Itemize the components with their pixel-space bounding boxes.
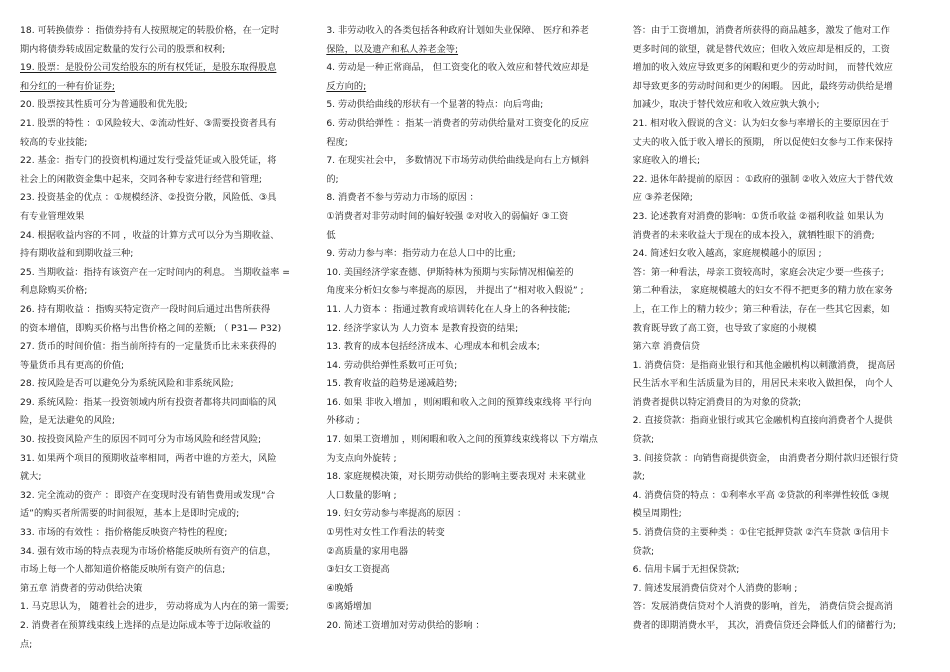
text-line: 1. 马克思认为， 随着社会的进步， 劳动将成为人内在的第一需要; [20,601,289,613]
text-line: 应 ③养老保障; [632,192,693,204]
column-right [633,22,932,672]
text-line: ②高质量的家用电器 [326,545,409,557]
text-line: 24. 根据收益内容的不同 ，收益的计算方式可以分为当期收益、 [20,229,280,241]
text-line: 1. 消费信贷：是指商业银行和其他金融机构以刺激消费， 提高居 [632,359,896,371]
text-line: 模呈周期性; [632,508,682,520]
text-line: 角度来分析妇女参与率提高的原因， 并提出了“相对收入假说” ; [326,285,584,297]
text-line: 家庭收入的增长; [632,155,701,167]
text-line: 3. 非劳动收入的各类包括各种政府计划如失业保障、 医疗和养老 [326,25,589,36]
text-line: 消费者提供以特定消费目的为对象的贷款; [632,396,802,408]
text-line: 贷款; [632,434,655,446]
text-line: 教育既导致了高工资，也导致了家庭的小规模 [632,322,817,334]
column-middle [326,22,625,672]
text-line: 低 [326,229,336,241]
text-line: 6. 信用卡属于无担保贷款; [632,564,740,576]
text-line: 就大; [20,471,42,483]
column-left [20,22,319,672]
text-line: 增加的收入效应导致更多的闲暇和更少的劳动时间， 而替代效应 [632,62,893,74]
text-line: 第五章 消费者的劳动供给决策 [20,582,143,594]
text-line: 29. 系统风险：指某一投资领域内所有投资者都将共同面临的风 [20,396,277,408]
text-line: ①男性对女性工作看法的转变 [326,527,445,539]
text-line: 23. 论述教育对消费的影响：①货币收益 ②福利收益 如果认为 [632,210,884,222]
text-line: 2. 直接贷款：指商业银行或其它金融机构直接向消费者个人提供 [632,415,893,427]
text-line: 的; [326,173,339,185]
text-line: 26. 持有期收益 ：指购买特定资产一段时间后通过出售所获得 [20,303,271,315]
text-line: 24. 简述妇女收入越高，家庭规模越小的原因 ; [632,248,822,260]
text-line: 28. 按风险是否可以避免分为系统风险和非系统风险; [20,378,234,390]
text-line: 利息除购买价格; [20,285,88,297]
text-line: 的资本增值，即购买价格与出售价格之间的差额; （ P31— P32) [20,322,282,334]
text-line: 30. 按投资风险产生的原因不同可分为市场风险和经营风险; [20,434,262,446]
text-line: 期内将债券转成固定数量的发行公司的股票和权利; [20,43,226,55]
text-line: 7. 简述发展消费信贷对个人消费的影响 ; [632,582,798,594]
text-line: 第六章 消费信贷 [632,341,700,353]
text-line: 31. 如果两个项目的预期收益率相同，两者中谁的方差大，风险 [20,452,277,464]
text-line: 市场上每一个人都知道价格能反映所有资产的信息; [20,564,226,576]
text-line: 第二种看法， 家庭规模越大的妇女不得不把更多的精力放在家务 [632,285,893,297]
text-line: 18. 可转换债券 ：指债券持有人按照规定的转股价格，在一定时 [20,25,280,36]
text-line: 10. 美国经济学家查德、伊斯特林为预期与实际情况相偏差的 [326,266,574,278]
text-line: 19. 妇女劳动参与率提高的原因 ： [326,508,467,520]
text-line: 丈夫的收入低于收入增长的预期， 所以促使妇女参与工作来保持 [632,136,893,148]
text-line: 程度; [326,136,348,148]
text-line: 4. 消费信贷的特点 ：①利率水平高 ②贷款的利率弹性较低 ③规 [632,489,890,501]
text-line: 答：由于工资增加，消费者所获得的商品越多，激发了他对工作 [632,25,890,36]
text-line: 34. 强有效市场的特点表现为市场价格能反映所有资产的信息， [20,545,277,557]
text-line: 3. 间接贷款 ：向销售商提供资金， 由消费者分期付款归还银行贷 [632,452,899,464]
text-line: 33. 市场的有效性 ：指价格能反映资产特性的程度; [20,527,228,539]
text-line: 13. 教育的成本包括经济成本、心理成本和机会成本; [326,341,540,353]
text-line: 32. 完全流动的资产 ：即资产在变现时没有销售费用或发现“合 [20,489,275,501]
text-line: ③妇女工资提高 [326,564,390,576]
text-line: 8. 消费者不参与劳动力市场的原因 ： [326,192,479,204]
text-line: ①消费者对非劳动时间的偏好较强 ②对收入的弱偏好 ③工资 [326,210,569,222]
text-line: 适”的购买者所需要的时间很短，基本上是即时完成的; [20,508,240,520]
text-line: 加减少，取决于替代效应和收入效应孰大孰小; [632,99,820,111]
text-line: 20. 股票按其性质可分为普通股和优先股; [20,99,188,111]
text-line: ④晚婚 [326,582,353,594]
text-line: 费者的即期消费水平， 其次，消费信贷还会降低人们的储蓄行为; [632,620,896,631]
text-line: 5. 消费信贷的主要种类 ：①住宅抵押贷款 ②汽车贷款 ③信用卡 [632,527,890,539]
text-line: 21. 股票的特性 ：①风险较大、②流动性好、③需要投资者具有 [20,117,277,129]
text-line: 20. 简述工资增加对劳动供给的影响 ： [326,620,485,631]
text-line: 4. 劳动是一种正常商品， 但工资变化的收入效应和替代效应却是 [326,62,589,74]
text-line: 9. 劳动力参与率：指劳动力在总人口中的比重; [326,248,516,260]
text-line: 2. 消费者在预算线束线上选择的点是边际成本等于边际收益的 [20,620,271,631]
text-line: 21. 相对收入假说的含义：认为妇女参与率增长的主要原因在于 [632,117,890,129]
text-line: 点; [20,638,33,650]
text-line: 持有期收益和到期收益三种; [20,248,134,260]
text-line: 6. 劳动供给弹性 ：指某一消费者的劳动供给量对工资变化的反应 [326,117,589,129]
text-line: 人口数量的影响 ; [326,489,397,501]
text-line: 贷款; [632,545,655,557]
text-line: 5. 劳动供给曲线的形状有一个显著的特点：向后弯曲; [326,99,544,111]
text-line: 等量货币具有更高的价值; [20,359,125,371]
text-line: 14. 劳动供给弹性系数可正可负; [326,359,458,371]
text-line: 22. 基金：指专门的投资机构通过发行受益凭证或入股凭证，将 [20,155,277,167]
text-line: 19. 股票：是股份公司发给股东的所有权凭证，是股东取得股息 [20,62,277,74]
text-line: 上，在工作上的精力较少；第三种看法，存在一些其它因素，如 [632,303,890,315]
text-line: 反方向的; [326,80,367,92]
text-line: 款; [632,471,645,483]
text-line: 22. 退休年龄提前的原因 ：①政府的强制 ②收入效应大于替代效 [632,173,894,185]
text-line: 消费者的未来收益大于现在的成本投入，就牺牲眼下的消费; [632,229,875,241]
text-line: ⑤离婚增加 [326,601,372,613]
text-line: 25. 当期收益：指持有该资产在一定时间内的利息。 当期收益率 = [20,266,290,278]
text-line: 15. 教育收益的趋势是递减趋势; [326,378,458,390]
text-line: 险，是无法避免的风险; [20,415,115,427]
text-line: 27. 货币的时间价值：指当前所持有的一定量货币比未来获得的 [20,341,277,353]
text-line: 17. 如果工资增加 ，则闲暇和收入之间的预算线束线将以 下方端点 [326,434,598,446]
text-line: 有专业管理效果 [20,210,85,222]
text-line: 答：发展消费信贷对个人消费的影响，首先， 消费信贷会提高消 [632,601,893,613]
text-line: 答：第一种看法，母亲工资较高时，家庭会决定少要一些孩子; [632,266,884,278]
text-line: 更多时间的欲望，就是替代效应；但收入效应却是相反的，工资 [632,43,890,55]
text-line: 7. 在现实社会中， 多数情况下市场劳动供给曲线是向右上方倾斜 [326,155,589,167]
text-line: 18. 家庭规模决策，对长期劳动供给的影响主要表现对 未来就业 [326,471,586,483]
text-line: 23. 投资基金的优点 ：①规模经济、②投资分散，风险低、③具 [20,192,277,204]
text-line: 12. 经济学家认为 人力资本 是教育投资的结果; [326,322,519,334]
text-line: 为支点向外旋转 ; [326,452,397,464]
text-line: 11. 人力资本 ：指通过教育或培训转化在人身上的各种技能; [326,303,571,315]
text-line: 却导致更多的劳动时间和更少的闲暇。 因此，最终劳动供给是增 [632,80,893,92]
text-line: 社会上的闲散资金集中起来，交同各种专家进行经营和管理; [20,173,262,185]
text-line: 16. 如果 非收入增加 ，则闲暇和收入之间的预算线束线将 平行向 [326,396,592,408]
text-line: 和分红的一种有价证券; [20,80,115,92]
text-line: 民生活水平和生活质量为目的，用居民未来收入做担保， 向个人 [632,378,893,390]
text-line: 外移动 ; [326,415,360,427]
text-line: 较高的专业技能; [20,136,88,148]
text-line: 保险，以及遗产和私人养老金等; [326,43,459,55]
